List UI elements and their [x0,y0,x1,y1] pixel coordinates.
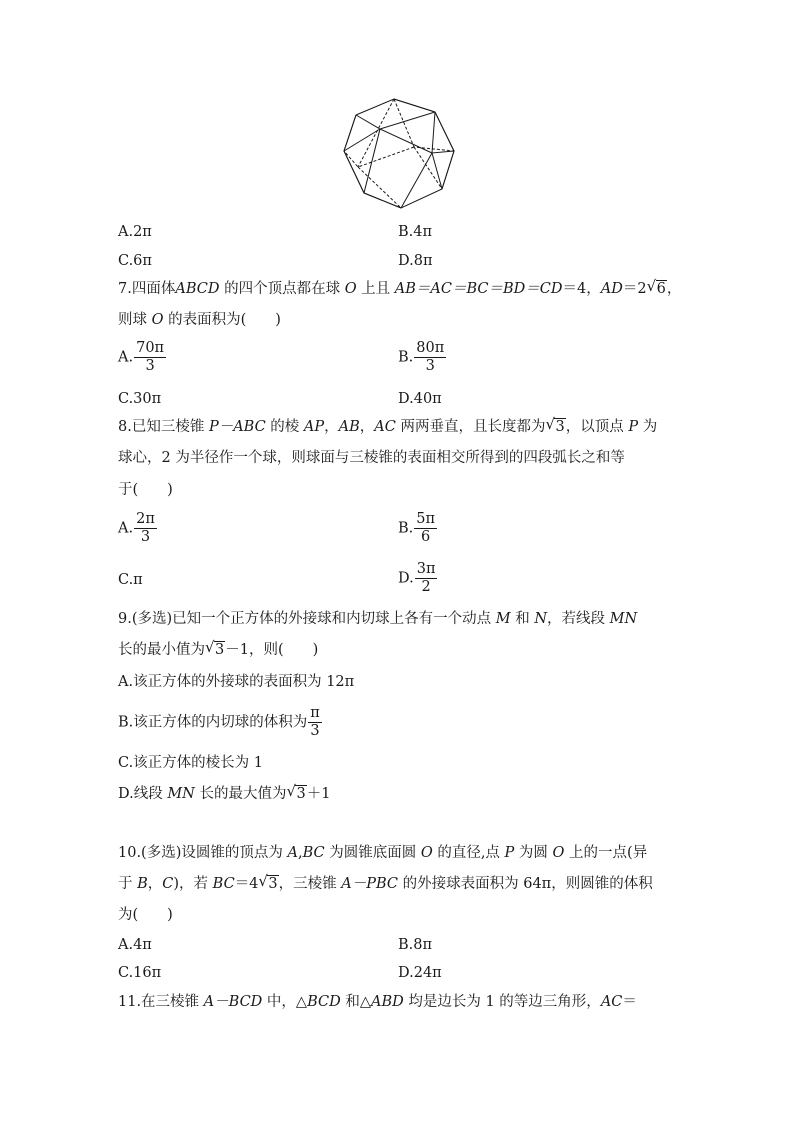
q10-option-d: D.24π [398,965,442,981]
q7-option-d: D.40π [398,391,442,407]
q6-option-b: B.4π [398,224,433,240]
edge-top [394,99,435,112]
q9-stem-line2: 长的最小值为 √ 3－1，则( ) [118,638,319,658]
hidden-edge-2 [414,147,442,189]
hidden-edge-3 [344,147,414,167]
top-front-edge [356,112,435,129]
q10-stem-line3: 为( ) [118,907,173,923]
q10-stem-line1: 10.(多选)设圆锥的顶点为 A,BC 为圆锥底面圆 O 的直径,点 P 为圆 O 上的一点(异 [118,845,648,861]
q8-option-d: D. $\frac{3\pi}{2}$ [398,561,436,595]
q10-option-c: C.16π [118,965,162,981]
edge-front-left [364,129,380,193]
q9-option-b: B.该正方体的内切球的体积为 $\frac{\pi}{3}$ [118,705,320,739]
edge-right-bottom [432,153,442,189]
q7-stem-line2: 则球 O 的表面积为( ) [118,312,281,328]
q6-option-c: C.6π [118,253,152,269]
q8-option-c: C.π [118,572,143,588]
q8-stem-line1: 8.已知三棱锥 P－ABC 的棱 AP，AB，AC 两两垂直，且长度都为 √ 3，以顶点 P 为 [118,415,658,435]
edge-left-upper [344,129,380,151]
q10-stem-line2: 于 B，C)，若 BC＝4 √ 3，三棱锥 A－PBC 的外接球表面积为 64π，则圆锥的体积 [118,872,653,892]
q9-stem-line1: 9.(多选)已知一个正方体的外接球和内切球上各有一个动点 M 和 N，若线段 MN [118,611,638,627]
q6-option-a: A.2π [118,224,152,240]
q7-option-a: A. $\frac{70\pi}{3}$ [118,340,165,374]
q7-option-c: C.30π [118,391,162,407]
cuboctahedron-figure [336,95,466,215]
q8-option-b: B. $\frac{5\pi}{6}$ [398,511,436,545]
q7-option-b: B. $\frac{80\pi}{3}$ [398,340,445,374]
q8-option-a: A. $\frac{2\pi}{3}$ [118,511,155,545]
hidden-edge-1 [394,99,454,151]
q10-option-b: B.8π [398,937,433,953]
edge-right [432,112,454,153]
edge-center [380,129,432,153]
edge-left-lower [344,151,364,193]
hidden-edge-4 [358,167,401,208]
q11-stem-line1: 11.在三棱锥 A－BCD 中，△BCD 和△ABD 均是边长为 1 的等边三角形，AC＝ [118,994,637,1010]
edge-bottom [364,193,401,208]
q9-option-c: C.该正方体的棱长为 1 [118,755,264,771]
q7-stem-line1: 7.四面体ABCD 的四个顶点都在球 O 上且 AB＝AC＝BC＝BD＝CD＝4，AD＝2 √ 6， [118,277,682,297]
q9-option-d: D.线段 MN 长的最大值为 √ 3＋1 [118,782,331,802]
cube-edge-left [344,115,356,151]
q8-stem-line3: 于( ) [118,482,173,498]
q9-option-a: A.该正方体的外接球的表面积为 12π [118,674,355,690]
q10-option-a: A.4π [118,937,152,953]
q6-option-d: D.8π [398,253,433,269]
outer-silhouette [344,99,454,208]
edge-front-bottom [401,153,432,208]
q8-stem-line2: 球心，2 为半径作一个球，则球面与三棱锥的表面相交所得到的四段弧长之和等 [118,450,625,466]
